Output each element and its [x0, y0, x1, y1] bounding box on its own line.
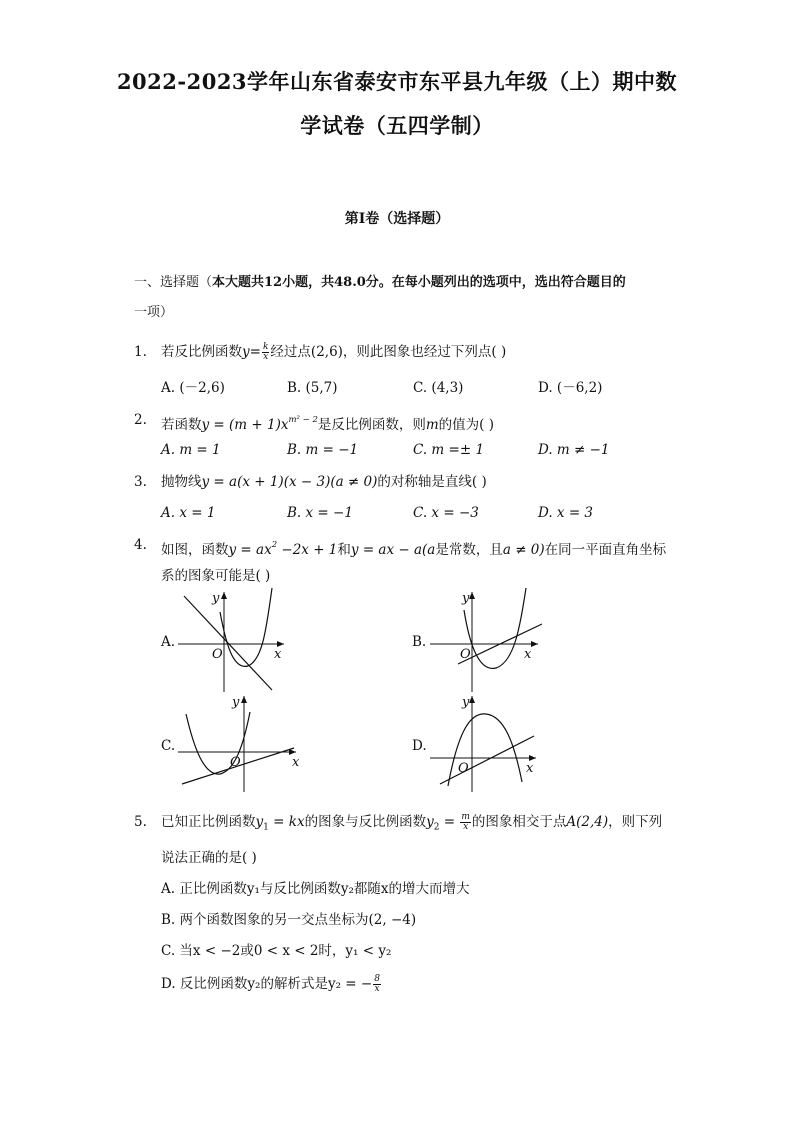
graph-label-b[interactable]: B.: [412, 634, 427, 650]
fraction-denominator: x: [263, 352, 269, 362]
option-b[interactable]: B. 两个函数图象的另一交点坐标为(2, −4): [161, 912, 417, 928]
graph-a: [178, 588, 288, 692]
option-d-fraction: [373, 975, 381, 994]
q5-m2: = kx: [268, 814, 305, 830]
x-axis-label: x: [274, 647, 282, 662]
x-axis-label: x: [292, 755, 300, 770]
question-text: [161, 342, 681, 362]
origin-label: O: [460, 647, 471, 662]
section-bold: 本大题共12小题，共48.0分。在每小题列出的选项中，选出符合题目的: [212, 275, 626, 290]
q5-mid2: 的图象相交于点: [471, 814, 567, 830]
section-prefix: 一、选择题（: [134, 275, 213, 290]
q5-s1: 1: [263, 822, 269, 833]
section-heading: [134, 268, 674, 328]
question-text: [161, 535, 681, 560]
fraction-numerator: 8: [374, 974, 380, 984]
graph-b: [430, 588, 542, 692]
question-text: [161, 812, 681, 838]
option-d-text: D. 反比例函数y₂的解析式是y₂ = −: [161, 976, 373, 992]
q5-fraction: [460, 813, 471, 832]
q4-math3: y = ax − a(a: [350, 542, 436, 558]
y-axis-label: y: [232, 695, 240, 710]
q4-mid: 和: [337, 542, 351, 558]
question-5-line2: 说法正确的是( ): [161, 850, 257, 866]
part-title: 第I卷（选择题）: [344, 211, 450, 227]
origin-label: O: [458, 761, 469, 776]
exam-title-line2: 学试卷（五四学制）: [300, 113, 494, 138]
q2-math: y = (m + 1)x: [201, 417, 289, 433]
option-c[interactable]: C. m =± 1: [413, 442, 485, 458]
q5-m3: y: [426, 814, 434, 830]
question-text: [161, 472, 681, 492]
q2-post: 是反比例函数，则: [317, 417, 426, 433]
option-a[interactable]: A. (－2,6): [161, 380, 225, 396]
q2-sup: m² − 2: [288, 415, 318, 425]
x-axis-arrow: [531, 641, 538, 647]
q3-post: 的对称轴是直线( ): [377, 474, 487, 490]
origin-label: O: [212, 647, 223, 662]
x-axis-label: x: [526, 761, 534, 776]
q2-pre: 若函数: [161, 417, 202, 433]
graph-d: [430, 692, 542, 792]
q5-m5: A(2,4): [566, 814, 609, 830]
q4-pre: 如图，函数: [161, 542, 229, 558]
fraction-numerator: m: [461, 812, 470, 822]
q2-var: m: [425, 417, 439, 433]
option-a[interactable]: A. x = 1: [161, 505, 216, 521]
q5-s3: 2: [433, 822, 440, 833]
q3-pre: 抛物线: [161, 474, 202, 490]
q4-sup: 2: [271, 540, 278, 550]
y-axis-arrow: [469, 592, 475, 599]
option-d[interactable]: [161, 974, 382, 994]
q1-post: 经过点(2,6)，则此图象也经过下列点( ): [270, 344, 507, 360]
q1-eq: =: [249, 344, 261, 360]
question-text: [161, 410, 681, 435]
option-b[interactable]: B. m = −1: [287, 442, 359, 458]
graph-label-c[interactable]: C.: [161, 738, 176, 754]
y-axis-label: y: [212, 591, 220, 606]
parabola: [220, 588, 272, 666]
y-axis-arrow: [241, 696, 247, 703]
question-number: 5.: [134, 814, 147, 830]
q5-mid: 的图象与反比例函数: [304, 814, 427, 830]
q4-math4: a ≠ 0): [502, 542, 545, 558]
section-line2: 一项）: [134, 305, 174, 320]
q5-post: ，则下列: [608, 814, 663, 830]
exam-title-line1: 2022-2023学年山东省泰安市东平县九年级（上）期中数: [116, 69, 678, 94]
q1-pre: 若反比例函数: [161, 344, 242, 360]
fraction-denominator: x: [374, 984, 380, 994]
fraction-denominator: x: [463, 822, 469, 832]
x-axis-label: x: [524, 647, 532, 662]
q1-y: y: [242, 344, 250, 360]
q5-m4: =: [439, 814, 460, 830]
option-c[interactable]: C. (4,3): [413, 380, 464, 396]
option-b[interactable]: B. (5,7): [287, 380, 338, 396]
question-number: 2.: [134, 412, 147, 428]
q4-math1: y = ax: [228, 542, 272, 558]
q5-m1: y: [255, 814, 264, 830]
option-c[interactable]: C. x = −3: [413, 505, 479, 521]
q4-math2: −2x + 1: [277, 542, 338, 558]
y-axis-label: y: [462, 591, 470, 606]
option-a[interactable]: A. 正比例函数y₁与反比例函数y₂都随x的增大而增大: [161, 881, 470, 897]
graph-label-d[interactable]: D.: [412, 738, 427, 754]
option-d[interactable]: D. x = 3: [538, 505, 594, 521]
graph-label-a[interactable]: A.: [161, 634, 176, 650]
y-axis-label: y: [462, 695, 470, 710]
fraction-numerator: k: [262, 342, 269, 352]
option-d[interactable]: D. (－6,2): [538, 380, 603, 396]
option-a[interactable]: A. m = 1: [161, 442, 221, 458]
y-axis-arrow: [221, 592, 227, 599]
q5-pre: 已知正比例函数: [161, 814, 256, 830]
option-c[interactable]: C. 当x < −2或0 < x < 2时，y₁ < y₂: [161, 943, 392, 959]
q2-post2: 的值为( ): [438, 417, 494, 433]
option-b[interactable]: B. x = −1: [287, 505, 353, 521]
question-number: 3.: [134, 474, 147, 490]
question-number: 1.: [134, 344, 147, 360]
q1-fraction: [262, 343, 269, 362]
graph-c: [178, 692, 300, 792]
q4-mid2: 是常数，且: [435, 542, 503, 558]
q3-math: y = a(x + 1)(x − 3)(a ≠ 0): [201, 474, 378, 490]
origin-label: O: [230, 755, 241, 770]
y-axis-arrow: [469, 696, 475, 703]
line: [184, 596, 272, 690]
q4-post: 在同一平面直角坐标: [544, 542, 667, 558]
question-4-line2: 系的图象可能是( ): [161, 568, 271, 584]
question-number: 4.: [134, 537, 147, 553]
option-d[interactable]: D. m ≠ −1: [538, 442, 610, 458]
